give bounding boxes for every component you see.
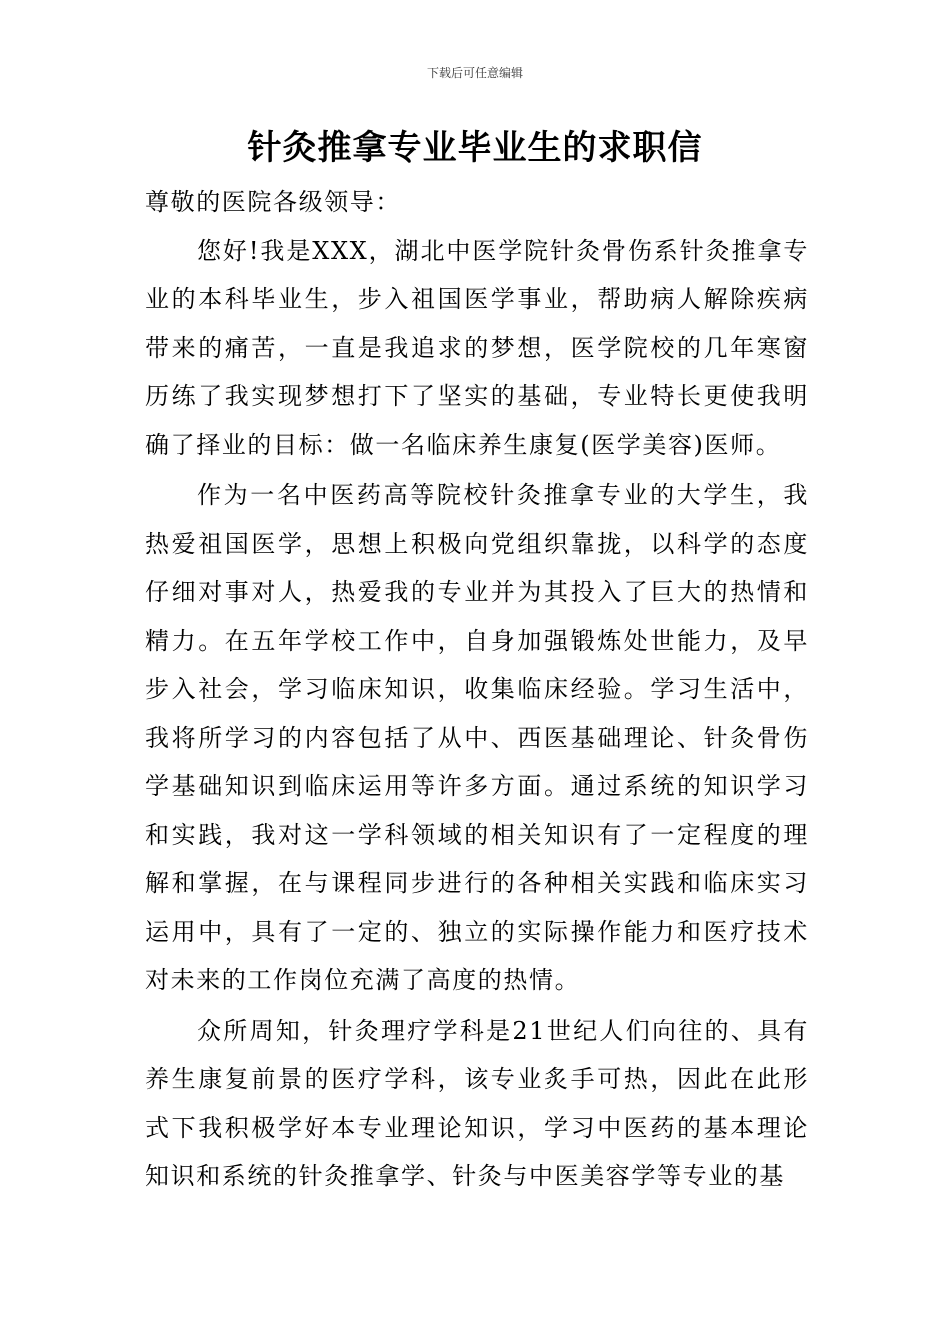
header-note: 下载后可任意编辑 — [426, 66, 523, 80]
paragraph-field: 众所周知，针灸理疗学科是21世纪人们向往的、具有养生康复前景的医疗学科，该专业炙手可热，因此在此形式下我积极学好本专业理论知识，学习中医药的基本理论知识和系统的针灸推拿学、针灸与中医美容学等专业的基 — [145, 1016, 809, 1190]
letter-body — [145, 178, 809, 1201]
document-title: 针灸推拿专业毕业生的求职信 — [247, 128, 703, 168]
paragraph-intro: 您好!我是XXX，湖北中医学院针灸骨伤系针灸推拿专业的本科毕业生，步入祖国医学事业，帮助病人解除疾病带来的痛苦，一直是我追求的梦想，医学院校的几年寒窗历练了我实现梦想打下了坚实的基础，专业特长更使我明确了择业的目标：做一名临床养生康复(医学美容)医师。 — [145, 236, 809, 459]
paragraph-study: 作为一名中医药高等院校针灸推拿专业的大学生，我热爱祖国医学，思想上积极向党组织靠拢，以科学的态度仔细对事对人，热爱我的专业并为其投入了巨大的热情和精力。在五年学校工作中，自身加强锻炼处世能力，及早步入社会，学习临床知识，收集临床经验。学习生活中，我将所学习的内容包括了从中、西医基础理论、针灸骨伤学基础知识到临床运用等许多方面。通过系统的知识学习和实践，我对这一学科领域的相关知识有了一定程度的理解和掌握，在与课程同步进行的各种相关实践和临床实习运用中，具有了一定的、独立的实际操作能力和医疗技术对未来的工作岗位充满了高度的热情。 — [145, 481, 809, 994]
salutation: 尊敬的医院各级领导： — [145, 188, 401, 216]
